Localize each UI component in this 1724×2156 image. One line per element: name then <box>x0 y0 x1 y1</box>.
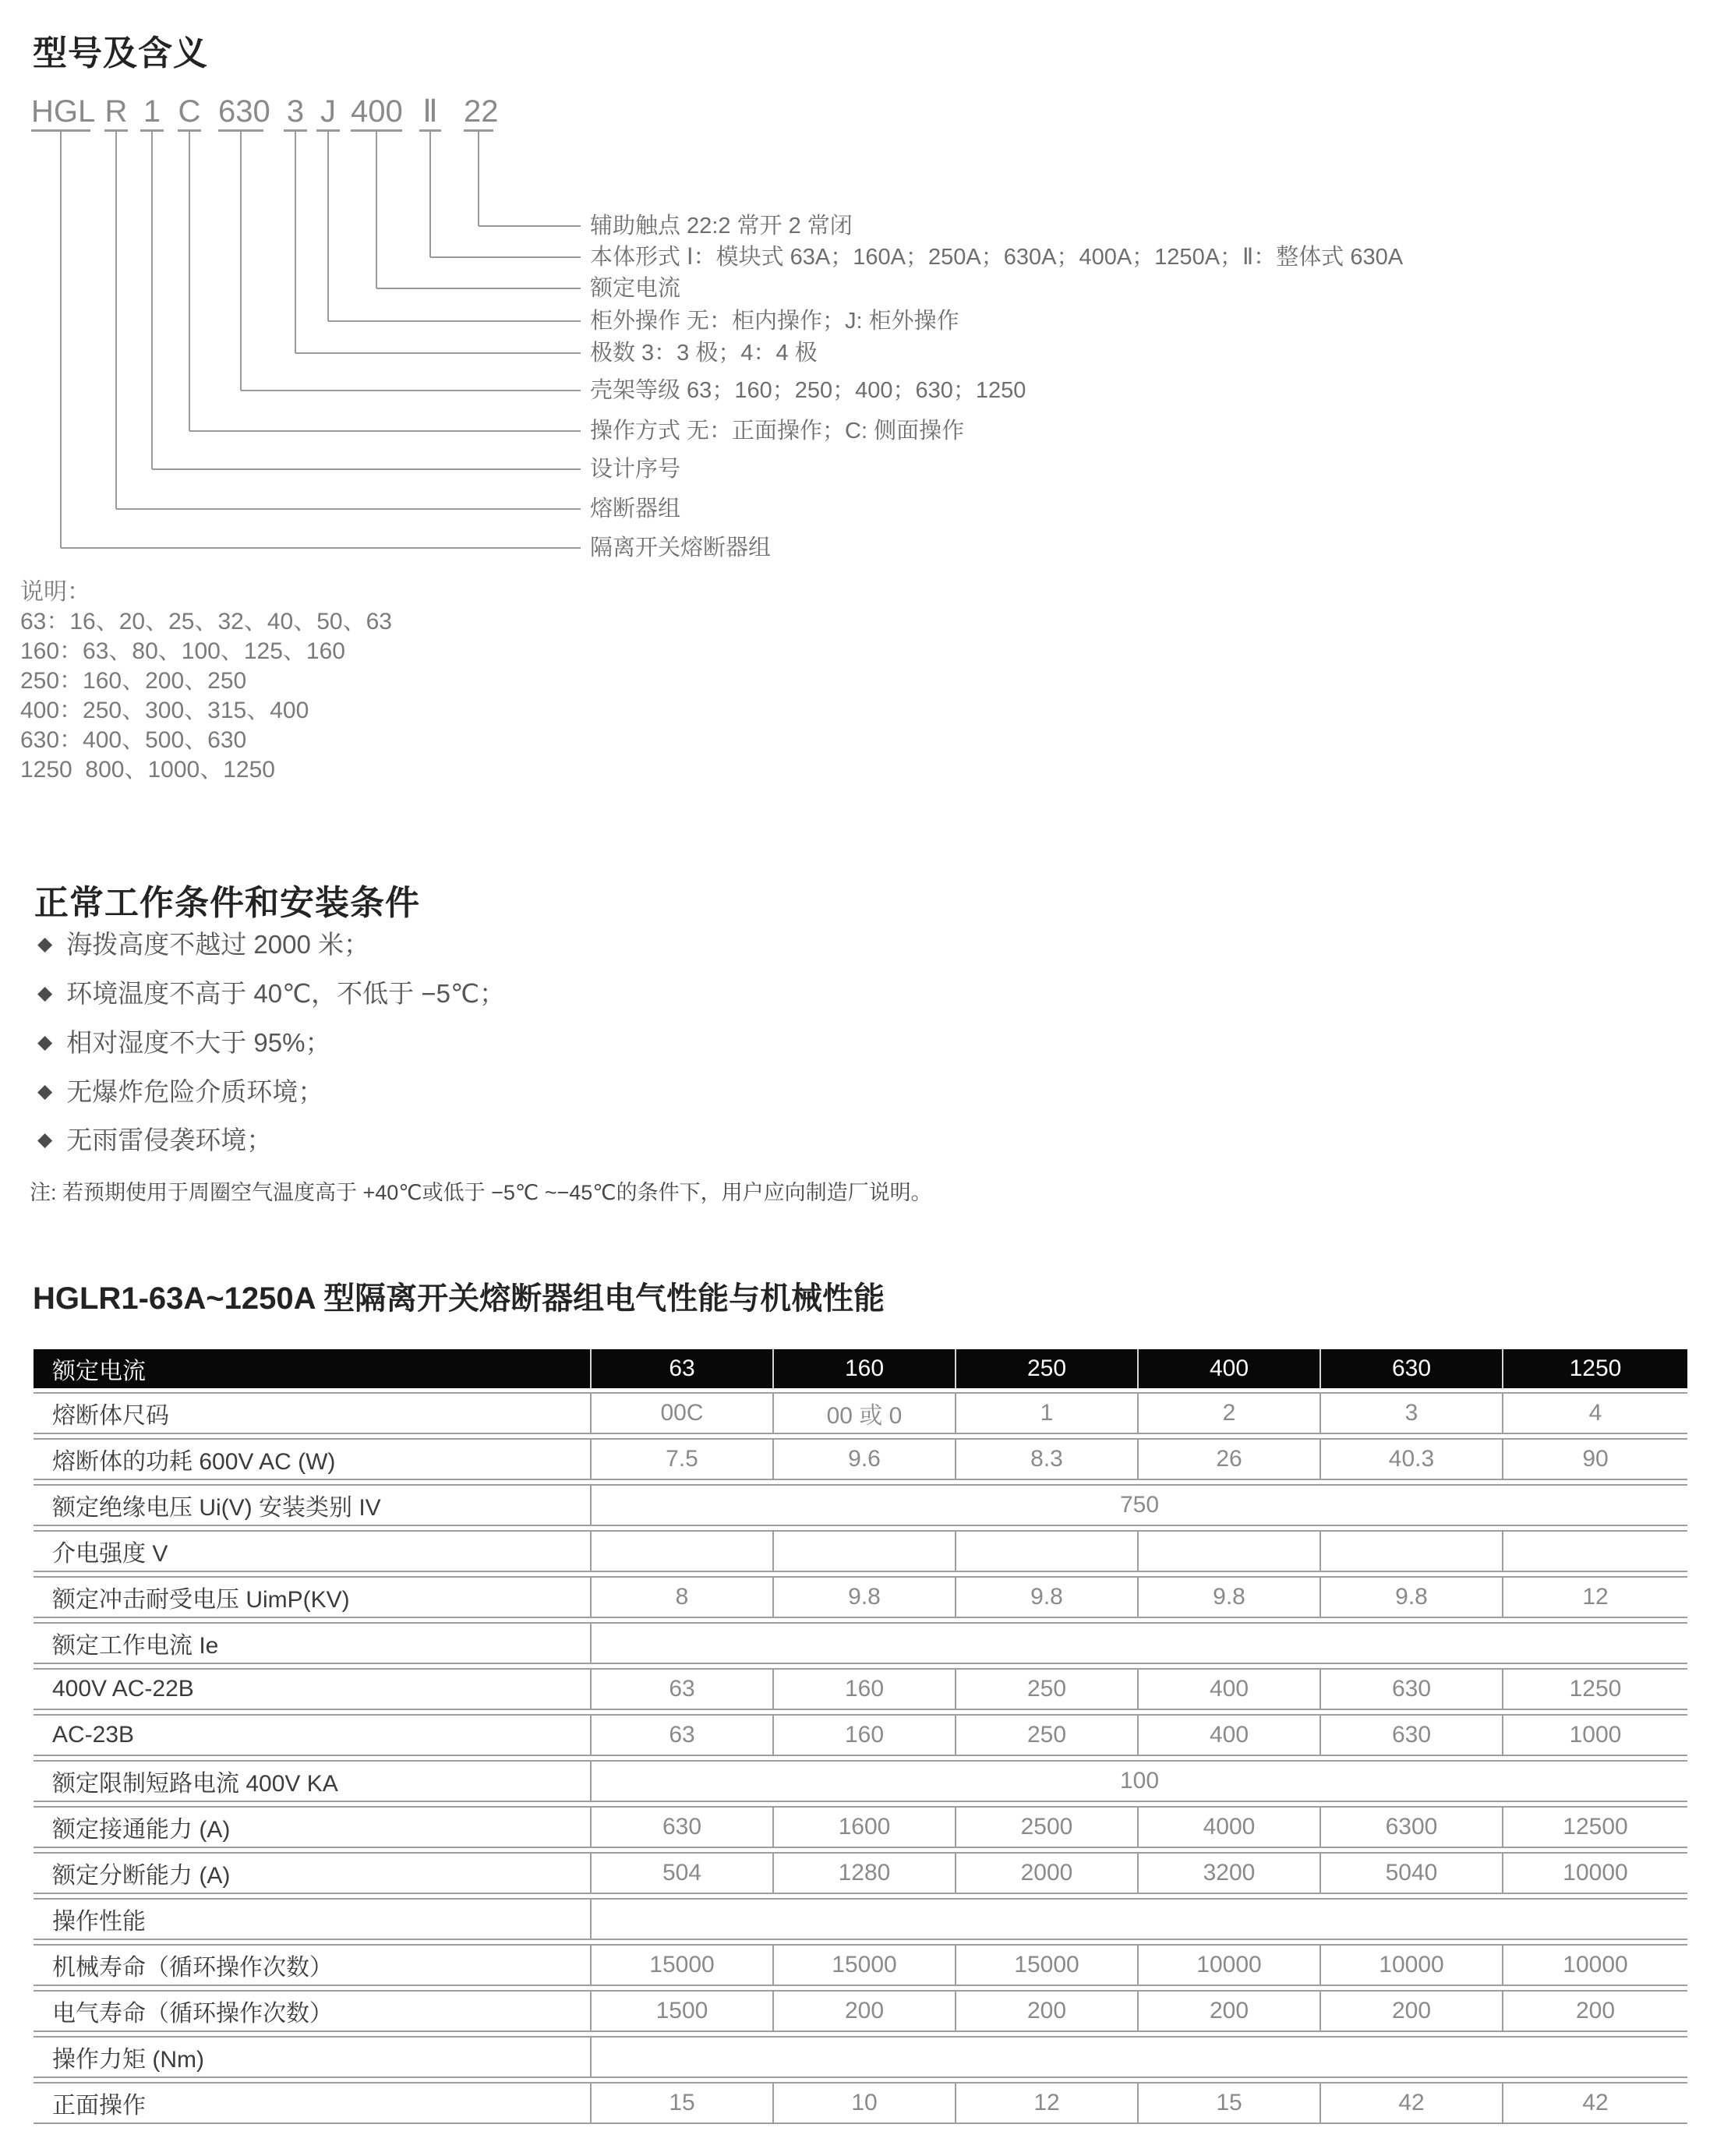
model-code-segment: 1 <box>140 95 164 132</box>
model-code-segment: R <box>104 95 128 132</box>
table-row-label: 400V AC-22B <box>34 1668 590 1710</box>
model-code-segment: C <box>178 95 201 132</box>
table-cell: 400 <box>1137 1668 1319 1710</box>
model-notes-heading: 说明： <box>20 579 90 605</box>
table-cell: 200 <box>1319 1990 1502 2032</box>
table-cell <box>590 1530 772 1572</box>
diagram-connector-line <box>116 508 581 510</box>
model-notes-line: 63：16、20、25、32、40、50、63 <box>20 609 392 634</box>
table-cell: 3200 <box>1137 1852 1319 1894</box>
model-notes-line: 400：250、300、315、400 <box>20 698 309 723</box>
table-header-column: 63 <box>590 1349 772 1388</box>
table-row <box>34 1944 1687 1986</box>
table-row <box>34 2036 1687 2078</box>
table-row-label: AC-23B <box>34 1714 590 1756</box>
table-row <box>34 1668 1687 1710</box>
table-cell: 400 <box>1137 1714 1319 1756</box>
diagram-connector-line <box>189 430 581 432</box>
performance-table-header <box>34 1349 1687 1388</box>
table-row <box>34 1806 1687 1848</box>
diagram-connector-line <box>376 288 581 289</box>
table-cell: 42 <box>1319 2082 1502 2124</box>
table-cell: 6300 <box>1319 1806 1502 1848</box>
table-row <box>34 1438 1687 1480</box>
table-cell: 9.8 <box>1137 1576 1319 1618</box>
table-cell: 1500 <box>590 1990 772 2032</box>
table-cell: 63 <box>590 1668 772 1710</box>
table-cell <box>1137 1530 1319 1572</box>
model-code-segment: 630 <box>218 95 263 132</box>
table-header-rated-current: 额定电流 <box>34 1349 590 1388</box>
table-span-cell: 100 <box>590 1760 1687 1802</box>
table-row-label: 额定分断能力 (A) <box>34 1852 590 1894</box>
table-row <box>34 1622 1687 1664</box>
table-row <box>34 2082 1687 2124</box>
model-code-label: 本体形式 Ⅰ：模块式 63A；160A；250A；630A；400A；1250A；Ⅱ：整体式 630A <box>590 245 1404 270</box>
diagram-connector-line <box>295 352 581 354</box>
table-cell: 1600 <box>772 1806 955 1848</box>
table-cell: 90 <box>1502 1438 1687 1480</box>
diamond-bullet-icon: ◆ <box>37 933 53 955</box>
model-code-label: 熔断器组 <box>590 497 681 521</box>
diagram-connector-line <box>295 132 296 353</box>
table-cell: 200 <box>772 1990 955 2032</box>
table-cell: 10000 <box>1502 1852 1687 1894</box>
condition-item <box>37 1075 323 1114</box>
model-notes-line: 250：160、200、250 <box>20 668 247 694</box>
table-cell: 250 <box>955 1714 1137 1756</box>
table-row <box>34 1714 1687 1756</box>
table-cell: 10 <box>772 2082 955 2124</box>
table-cell: 12 <box>1502 1576 1687 1618</box>
table-row-label: 熔断体尺码 <box>34 1392 590 1434</box>
model-notes <box>20 578 392 785</box>
table-cell: 2000 <box>955 1852 1137 1894</box>
table-cell: 9.8 <box>955 1576 1137 1618</box>
condition-text: 海拨高度不越过 2000 米； <box>66 930 369 959</box>
condition-item <box>37 1026 330 1065</box>
table-row-label: 正面操作 <box>34 2082 590 2124</box>
table-row-label: 额定工作电流 Ie <box>34 1622 590 1664</box>
table-header-column: 160 <box>772 1349 955 1388</box>
table-header-column: 250 <box>955 1349 1137 1388</box>
diagram-connector-line <box>189 132 190 431</box>
diamond-bullet-icon: ◆ <box>37 982 53 1004</box>
diagram-connector-line <box>478 132 479 226</box>
table-cell: 8.3 <box>955 1438 1137 1480</box>
table-row <box>34 1484 1687 1526</box>
model-code-label: 操作方式 无：正面操作；C: 侧面操作 <box>590 419 965 444</box>
condition-text: 无爆炸危险介质环境； <box>66 1077 324 1106</box>
table-row <box>34 1898 1687 1940</box>
table-row <box>34 1852 1687 1894</box>
table-cell: 630 <box>1319 1668 1502 1710</box>
diagram-connector-line <box>152 468 581 470</box>
condition-item <box>37 1123 272 1162</box>
condition-text: 相对湿度不大于 95%； <box>66 1028 331 1057</box>
table-row-label: 熔断体的功耗 600V AC (W) <box>34 1438 590 1480</box>
table-cell: 12 <box>955 2082 1137 2124</box>
page-title: 型号及含义 <box>33 34 208 72</box>
model-code-segment: Ⅱ <box>419 95 441 132</box>
table-cell: 4 <box>1502 1392 1687 1434</box>
table-span-cell <box>590 1898 1687 1940</box>
table-cell: 160 <box>772 1668 955 1710</box>
performance-table-title: HGLR1-63A~1250A 型隔离开关熔断器组电气性能与机械性能 <box>33 1281 885 1316</box>
table-cell: 160 <box>772 1714 955 1756</box>
model-code-label: 辅助触点 22:2 常开 2 常闭 <box>590 214 853 239</box>
model-code-segment: 400 <box>351 95 402 132</box>
model-code-label: 极数 3：3 极；4：4 极 <box>590 341 818 366</box>
model-code-segment: HGL <box>31 95 90 132</box>
condition-item <box>37 928 369 967</box>
model-notes-line: 630：400、500、630 <box>20 727 247 753</box>
table-row <box>34 1576 1687 1618</box>
diagram-connector-line <box>479 225 581 227</box>
table-cell: 9.6 <box>772 1438 955 1480</box>
table-cell: 200 <box>955 1990 1137 2032</box>
table-cell: 5040 <box>1319 1852 1502 1894</box>
diagram-connector-line <box>376 132 377 288</box>
table-cell: 15 <box>590 2082 772 2124</box>
diagram-connector-line <box>429 132 431 257</box>
table-cell: 2500 <box>955 1806 1137 1848</box>
table-cell: 15000 <box>772 1944 955 1986</box>
table-cell: 00C <box>590 1392 772 1434</box>
diagram-connector-line <box>115 132 117 509</box>
table-header-column: 1250 <box>1502 1349 1687 1388</box>
diamond-bullet-icon: ◆ <box>37 1080 53 1102</box>
conditions-section-title: 正常工作条件和安装条件 <box>34 884 420 922</box>
conditions-footnote: 注: 若预期使用于周圈空气温度高于 +40℃或低于 −5℃ ~−45℃的条件下，用户应向制造厂说明。 <box>30 1181 932 1204</box>
table-cell: 1250 <box>1502 1668 1687 1710</box>
table-row-label: 额定绝缘电压 Ui(V) 安装类别 IV <box>34 1484 590 1526</box>
table-cell: 630 <box>590 1806 772 1848</box>
table-cell: 00 或 0 <box>772 1392 955 1434</box>
table-span-cell <box>590 2036 1687 2078</box>
table-row <box>34 1760 1687 1802</box>
model-code-label: 隔离开关熔断器组 <box>590 535 772 560</box>
diagram-connector-line <box>240 132 242 391</box>
table-row-label: 电气寿命（循环操作次数） <box>34 1990 590 2032</box>
table-cell: 63 <box>590 1714 772 1756</box>
table-cell: 10000 <box>1319 1944 1502 1986</box>
diagram-connector-line <box>328 320 581 322</box>
performance-table-body <box>34 1392 1687 2124</box>
table-row <box>34 1392 1687 1434</box>
table-cell: 9.8 <box>1319 1576 1502 1618</box>
model-code-segment: J <box>316 95 340 132</box>
model-code-segment: 22 <box>464 95 493 132</box>
model-code-segment: 3 <box>284 95 307 132</box>
diagram-connector-line <box>151 132 153 469</box>
model-notes-line: 1250 800、1000、1250 <box>20 757 275 783</box>
diagram-connector-line <box>430 256 581 258</box>
table-cell: 250 <box>955 1668 1137 1710</box>
table-cell: 2 <box>1137 1392 1319 1434</box>
table-cell: 9.8 <box>772 1576 955 1618</box>
table-cell: 1000 <box>1502 1714 1687 1756</box>
table-cell <box>955 1530 1137 1572</box>
table-header-column: 630 <box>1319 1349 1502 1388</box>
diagram-connector-line <box>60 132 62 548</box>
table-cell: 504 <box>590 1852 772 1894</box>
table-row-label: 操作力矩 (Nm) <box>34 2036 590 2078</box>
table-row <box>34 1530 1687 1572</box>
table-cell: 1 <box>955 1392 1137 1434</box>
table-cell: 10000 <box>1137 1944 1319 1986</box>
diagram-connector-line <box>61 547 581 549</box>
table-row-label: 介电强度 V <box>34 1530 590 1572</box>
condition-item <box>37 977 505 1016</box>
table-row <box>34 1990 1687 2032</box>
table-row-label: 操作性能 <box>34 1898 590 1940</box>
table-cell: 15000 <box>955 1944 1137 1986</box>
model-code-label: 柜外操作 无：柜内操作；J: 柜外操作 <box>590 309 959 334</box>
table-cell <box>1502 1530 1687 1572</box>
table-cell: 3 <box>1319 1392 1502 1434</box>
table-cell: 26 <box>1137 1438 1319 1480</box>
table-cell: 12500 <box>1502 1806 1687 1848</box>
table-cell: 8 <box>590 1576 772 1618</box>
table-span-cell: 750 <box>590 1484 1687 1526</box>
table-cell: 4000 <box>1137 1806 1319 1848</box>
performance-table <box>34 1345 1687 2128</box>
table-cell: 10000 <box>1502 1944 1687 1986</box>
condition-text: 环境温度不高于 40℃，不低于 −5℃； <box>66 979 506 1008</box>
table-cell: 200 <box>1502 1990 1687 2032</box>
table-cell: 630 <box>1319 1714 1502 1756</box>
table-cell: 40.3 <box>1319 1438 1502 1480</box>
table-row-label: 额定限制短路电流 400V KA <box>34 1760 590 1802</box>
model-code-label: 壳架等级 63；160；250；400；630；1250 <box>590 378 1026 403</box>
table-cell: 42 <box>1502 2082 1687 2124</box>
table-cell: 1280 <box>772 1852 955 1894</box>
table-row-label: 额定接通能力 (A) <box>34 1806 590 1848</box>
table-cell: 200 <box>1137 1990 1319 2032</box>
table-span-cell <box>590 1622 1687 1664</box>
model-code-label: 设计序号 <box>590 457 681 482</box>
table-header-column: 400 <box>1137 1349 1319 1388</box>
diagram-connector-line <box>241 390 581 391</box>
diagram-connector-line <box>327 132 329 321</box>
model-notes-line: 160：63、80、100、125、160 <box>20 638 345 664</box>
diamond-bullet-icon: ◆ <box>37 1129 53 1150</box>
table-cell <box>1319 1530 1502 1572</box>
table-row-label: 机械寿命（循环操作次数） <box>34 1944 590 1986</box>
table-cell <box>772 1530 955 1572</box>
condition-text: 无雨雷侵袭环境； <box>66 1126 273 1154</box>
diamond-bullet-icon: ◆ <box>37 1031 53 1053</box>
model-code-label: 额定电流 <box>590 276 681 301</box>
table-cell: 7.5 <box>590 1438 772 1480</box>
table-cell: 15 <box>1137 2082 1319 2124</box>
table-row-label: 额定冲击耐受电压 UimP(KV) <box>34 1576 590 1618</box>
table-cell: 15000 <box>590 1944 772 1986</box>
